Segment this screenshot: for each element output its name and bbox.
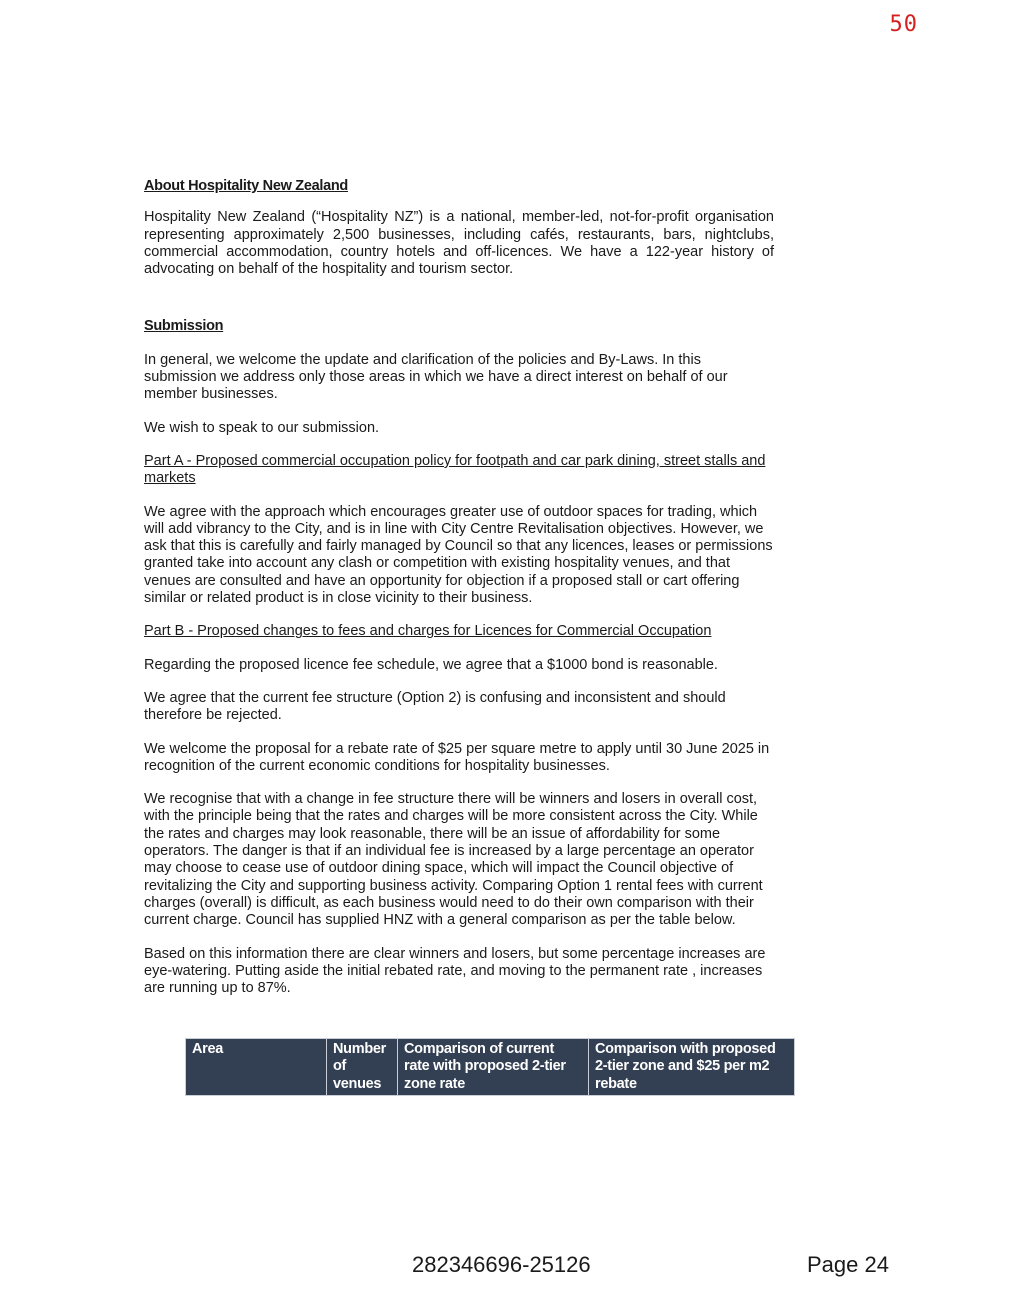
about-paragraph: Hospitality New Zealand (“Hospitality NZ”) is a national, member-led, not-for-profit organisation representing approximately 2,500 businesses, including cafés, restaurants, bars, nightclubs, commercial accommodation, country hotels and off-licences. We have a 122-year history of advocating on behalf of the hospitality and tourism sector.: [144, 209, 774, 278]
page-marker: 50: [889, 12, 918, 37]
table-header-row: [186, 1039, 795, 1096]
submission-heading: Submission: [144, 318, 224, 335]
part-a-paragraph: We agree with the approach which encourages greater use of outdoor spaces for trading, which will add vibrancy to the City, and is in line with City Centre Revitalisation objectives. However, we ask that this is carefully and fairly managed by Council so that any licences, leases or permissions granted take into account any clash or competition with existing hospitality venues, and that venues are consulted and have an opportunity for objection if a proposed stall or cart offering similar or related product is in close vicinity to their business.: [144, 503, 773, 607]
speak-statement: We wish to speak to our submission.: [144, 419, 380, 436]
submission-intro: In general, we welcome the update and clarification of the policies and By-Laws. In this submission we address only those areas in which we have a direct interest on behalf of our member businesses.: [144, 351, 728, 403]
header-current-vs-2tier: Comparison of current rate with proposed 2-tier zone rate: [398, 1039, 589, 1096]
part-b-paragraph-option2: We agree that the current fee structure (Option 2) is confusing and inconsistent and should therefore be rejected.: [144, 689, 726, 724]
part-b-paragraph-bond: Regarding the proposed licence fee schedule, we agree that a $1000 bond is reasonable.: [144, 656, 718, 673]
part-b-paragraph-increases: Based on this information there are clear winners and losers, but some percentage increases are eye-watering. Putting aside the initial rebated rate, and moving to the permanent rate , increases are running up to 87%.: [144, 945, 766, 997]
footer-page-number: Page 24: [807, 1252, 889, 1277]
footer-document-id: 282346696-25126: [412, 1252, 591, 1277]
header-area: Area: [186, 1039, 327, 1096]
part-b-heading: Part B - Proposed changes to fees and charges for Licences for Commercial Occupation: [144, 623, 712, 640]
header-2tier-with-rebate: Comparison with proposed 2-tier zone and $25 per m2 rebate: [589, 1039, 795, 1096]
part-b-paragraph-rebate: We welcome the proposal for a rebate rate of $25 per square metre to apply until 30 June 2025 in recognition of the current economic conditions for hospitality businesses.: [144, 740, 770, 774]
document-body: [144, 178, 774, 1013]
fee-comparison-table: [185, 1038, 795, 1096]
part-a-heading: Part A - Proposed commercial occupation policy for footpath and car park dining, street stalls and markets: [144, 452, 766, 487]
header-number-of-venues: Number of venues: [327, 1039, 398, 1096]
part-b-paragraph-winners-losers: We recognise that with a change in fee structure there will be winners and losers in overall cost, with the principle being that the rates and charges will be more consistent across the City. While the rates and charges may look reasonable, there will be an issue of affordability for some operators. The danger is that if an individual fee is increased by a large percentage an operator may choose to cease use of outdoor dining space, which will impact the Council objective of revitalizing the City and supporting business activity. Comparing Option 1 rental fees with current charges (overall) is difficult, as each business would need to do their own comparison with their current charge. Council has supplied HNZ with a general comparison as per the table below.: [144, 791, 763, 929]
about-heading: About Hospitality New Zealand: [144, 178, 348, 194]
